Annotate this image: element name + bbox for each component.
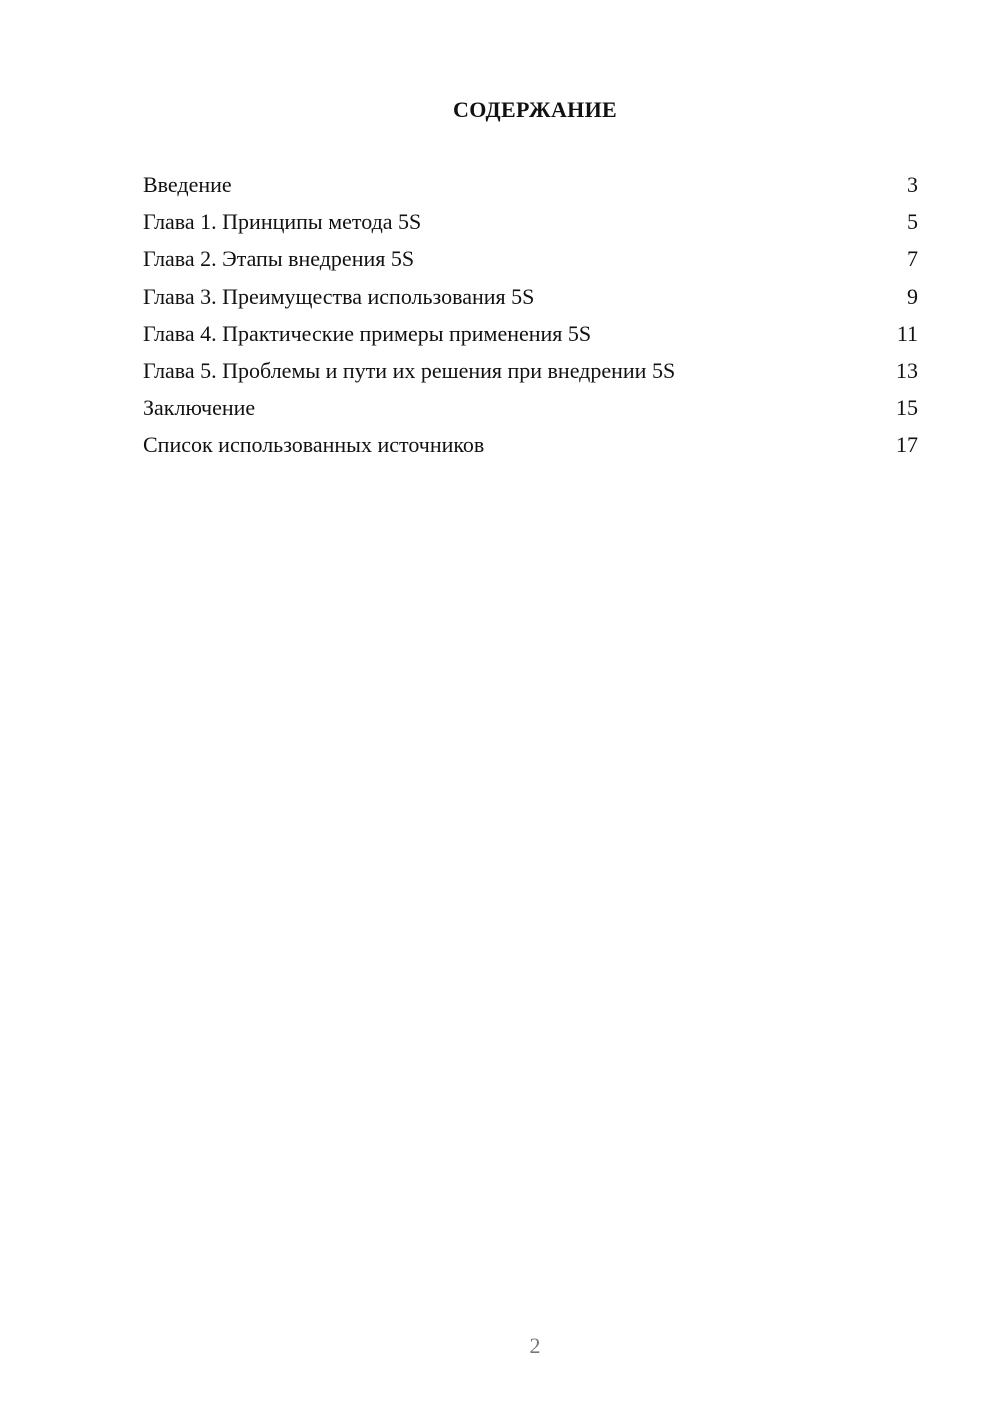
toc-item-label: Глава 2. Этапы внедрения 5S: [143, 246, 415, 272]
toc-item-introduction: [143, 166, 918, 203]
toc-item-label: Список использованных источников: [143, 432, 485, 458]
toc-item-page: 11: [896, 320, 918, 346]
toc-item-page: 15: [896, 395, 918, 421]
toc-item-chapter-3: [143, 278, 918, 315]
toc-item-page: 9: [907, 283, 918, 309]
toc-item-page: 7: [907, 246, 918, 272]
toc-item-label: Заключение: [143, 395, 256, 421]
toc-item-references: [143, 426, 918, 463]
toc-item-label: Глава 1. Принципы метода 5S: [143, 209, 422, 235]
toc-item-chapter-1: [143, 203, 918, 240]
toc-item-chapter-4: [143, 315, 918, 352]
toc-item-page: 17: [896, 432, 918, 458]
toc-item-page: 13: [896, 357, 918, 383]
toc-item-chapter-5: [143, 352, 918, 389]
toc-item-label: Введение: [143, 172, 232, 197]
table-of-contents: [143, 166, 918, 464]
page-title: СОДЕРЖАНИЕ: [453, 97, 617, 122]
page-number: 2: [529, 1333, 541, 1358]
toc-item-conclusion: [143, 389, 918, 426]
toc-item-label: Глава 5. Проблемы и пути их решения при внедрении 5S: [143, 357, 676, 383]
toc-item-label: Глава 3. Преимущества использования 5S: [143, 283, 535, 309]
toc-item-label: Глава 4. Практические примеры применения 5S: [143, 320, 592, 346]
toc-item-page: 3: [907, 172, 918, 197]
toc-item-page: 5: [907, 209, 918, 235]
toc-item-chapter-2: [143, 240, 918, 277]
